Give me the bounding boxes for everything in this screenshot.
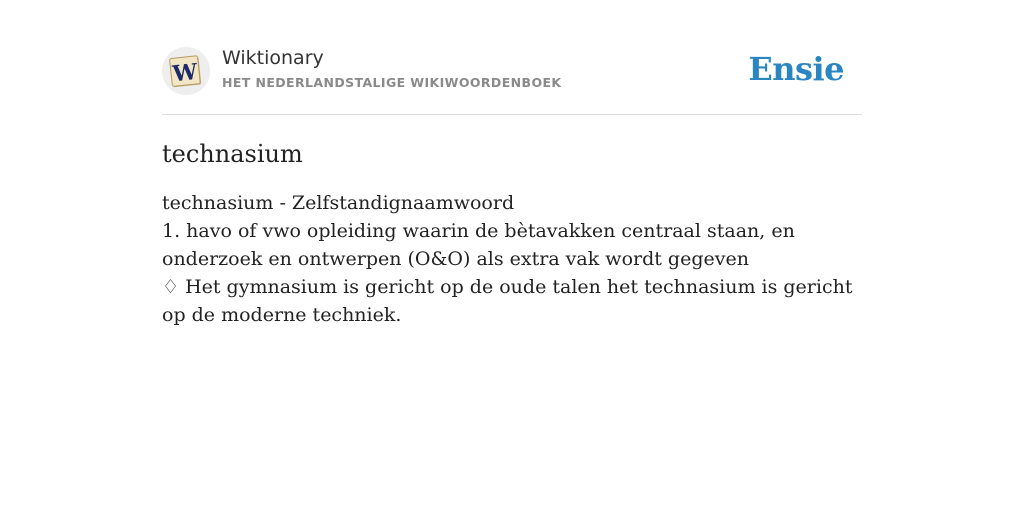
site-tagline: HET NEDERLANDSTALIGE WIKIWOORDENBOEK [222, 75, 562, 90]
definition-block [162, 189, 862, 329]
usage-example: ♢ Het gymnasium is gericht op de oude talen het technasium is gericht op de moderne techniek. [162, 276, 853, 326]
site-header [162, 44, 862, 115]
definition-sense: 1. havo of vwo opleiding waarin de bètavakken centraal staan, en onderzoek en ontwerpen (O&O) als extra vak wordt gegeven [162, 220, 795, 270]
ensie-brand-link[interactable]: Ensie [748, 50, 844, 88]
entry-card [162, 44, 862, 329]
entry-heading-line: technasium - Zelfstandignaamwoord [162, 192, 515, 214]
site-name[interactable]: Wiktionary [222, 47, 324, 69]
svg-text:W: W [171, 58, 199, 88]
wiktionary-logo-icon[interactable] [162, 47, 210, 95]
page-title: technasium [162, 140, 303, 168]
